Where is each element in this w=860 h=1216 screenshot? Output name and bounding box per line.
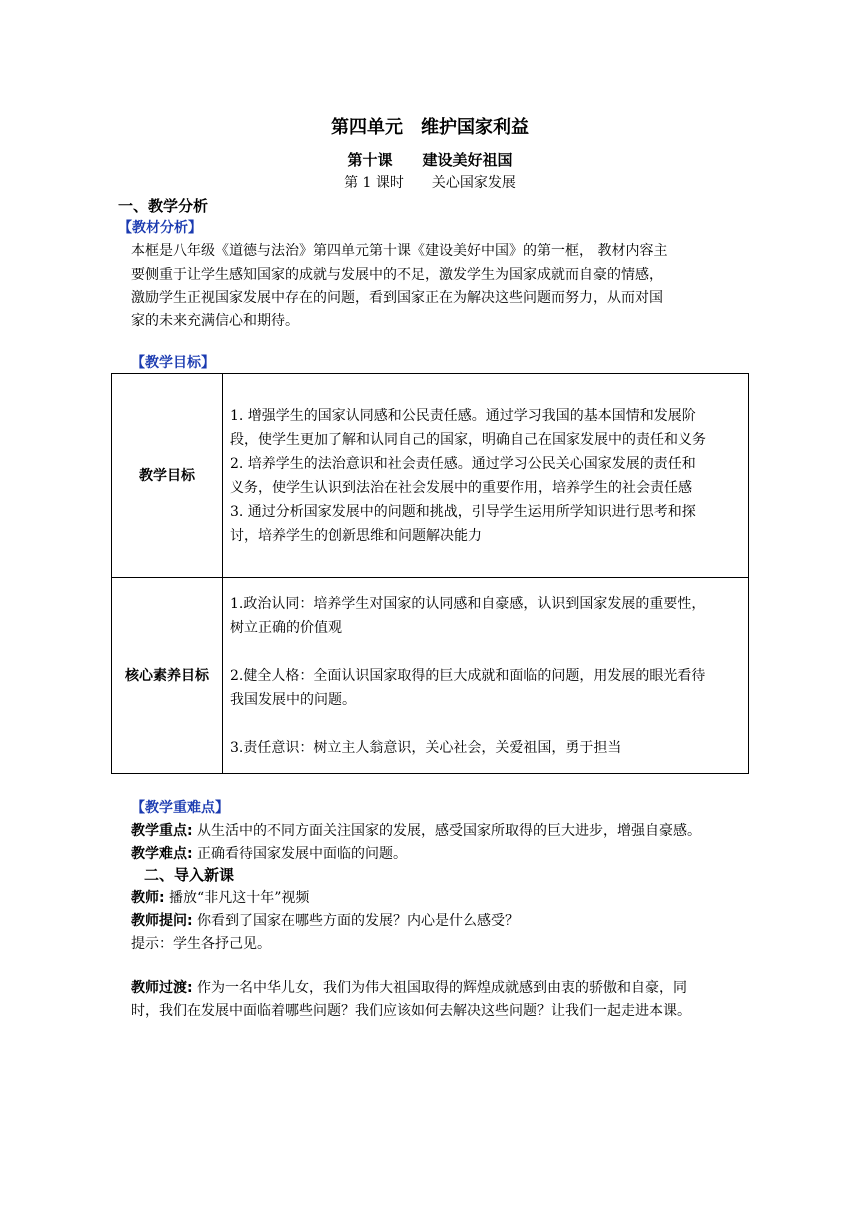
material-line-4: 家的未来充满信心和期待。: [131, 313, 299, 329]
teacher-transition-line-2: 时，我们在发展中面临着哪些问题？我们应该如何去解决这些问题？让我们一起走进本课。: [131, 1003, 691, 1019]
material-line-1: 本框是八年级《道德与法治》第四单元第十课《建设美好中国》的第一框， 教材内容主: [131, 243, 668, 259]
goal-line: 3. 通过分析国家发展中的问题和挑战，引导学生运用所学知识进行思考和探: [230, 503, 696, 520]
teaching-difficulty: [131, 844, 407, 864]
lesson-title: 第十课 建设美好祖国: [347, 151, 513, 169]
core-literacy-label: 核心素养目标: [112, 578, 223, 774]
key-points-label: 【教学重难点】: [131, 800, 229, 816]
core-literacy-row: [112, 578, 749, 774]
goal-line: 段，使学生更加了解和认同自己的国家，明确自己在国家发展中的责任和义务: [230, 431, 706, 448]
teaching-difficulty-text: 正确看待国家发展中面临的问题。: [192, 846, 408, 862]
goal-line: 讨，培养学生的创新思维和问题解决能力: [230, 527, 482, 544]
material-analysis-label: 【教材分析】: [118, 220, 202, 236]
material-line-3: 激励学生正视国家发展中存在的问题，看到国家正在为解决这些问题而努力，从而对国: [131, 290, 663, 306]
section-heading-analysis: 一、教学分析: [118, 197, 209, 215]
teaching-focus: [131, 821, 701, 841]
teacher-transition-text: 作为一名中华儿女，我们为伟大祖国取得的辉煌成就感到由衷的骄傲和自豪，同: [192, 980, 688, 996]
teacher-label: 教师:: [131, 890, 165, 906]
goal-line: 1. 增强学生的国家认同感和公民责任感。通过学习我国的基本国情和发展阶: [230, 407, 696, 424]
teacher-question-text: 你看到了国家在哪些方面的发展？内心是什么感受？: [192, 913, 520, 929]
teacher-text: 播放“非凡这十年”视频: [164, 890, 310, 906]
goals-row-label: 教学目标: [112, 374, 223, 578]
unit-title: 第四单元 维护国家利益: [331, 117, 529, 138]
teacher-question-label: 教师提问:: [131, 913, 193, 929]
goal-line: 义务，使学生认识到法治在社会发展中的重要作用，培养学生的社会责任感: [230, 479, 692, 496]
teacher-action: [131, 888, 309, 908]
core-item-1-line: 1.政治认同：培养学生对国家的认同感和自豪感，认识到国家发展的重要性，: [230, 595, 706, 612]
goals-row-content: [223, 374, 749, 578]
hint-text: 提示：学生各抒己见。: [131, 936, 271, 952]
core-item-3-line: 3.责任意识：树立主人翁意识，关心社会，关爱祖国，勇于担当: [230, 739, 622, 756]
teacher-transition-label: 教师过渡:: [131, 980, 193, 996]
period-title: 第 1 课时 关心国家发展: [344, 175, 516, 191]
teaching-focus-text: 从生活中的不同方面关注国家的发展，感受国家所取得的巨大进步，增强自豪感。: [192, 823, 702, 839]
material-line-2: 要侧重于让学生感知国家的成就与发展中的不足，激发学生为国家成就而自豪的情感，: [131, 267, 663, 283]
core-item-2-line: 2.健全人格：全面认识国家取得的巨大成就和面临的问题，用发展的眼光看待: [230, 667, 706, 684]
teaching-focus-label: 教学重点:: [131, 823, 193, 839]
section-heading-intro: 二、导入新课: [144, 866, 235, 884]
teaching-goals-label: 【教学目标】: [131, 355, 215, 371]
goals-table: [111, 373, 749, 774]
core-literacy-content: [223, 578, 749, 774]
goal-line: 2. 培养学生的法治意识和社会责任感。通过学习公民关心国家发展的责任和: [230, 455, 696, 472]
goals-row: [112, 374, 749, 578]
teacher-question: [131, 911, 519, 931]
core-item-2-line: 我国发展中的问题。: [230, 691, 356, 708]
teaching-difficulty-label: 教学难点:: [131, 846, 193, 862]
teacher-transition: [131, 978, 687, 998]
core-item-1-line: 树立正确的价值观: [230, 619, 342, 636]
